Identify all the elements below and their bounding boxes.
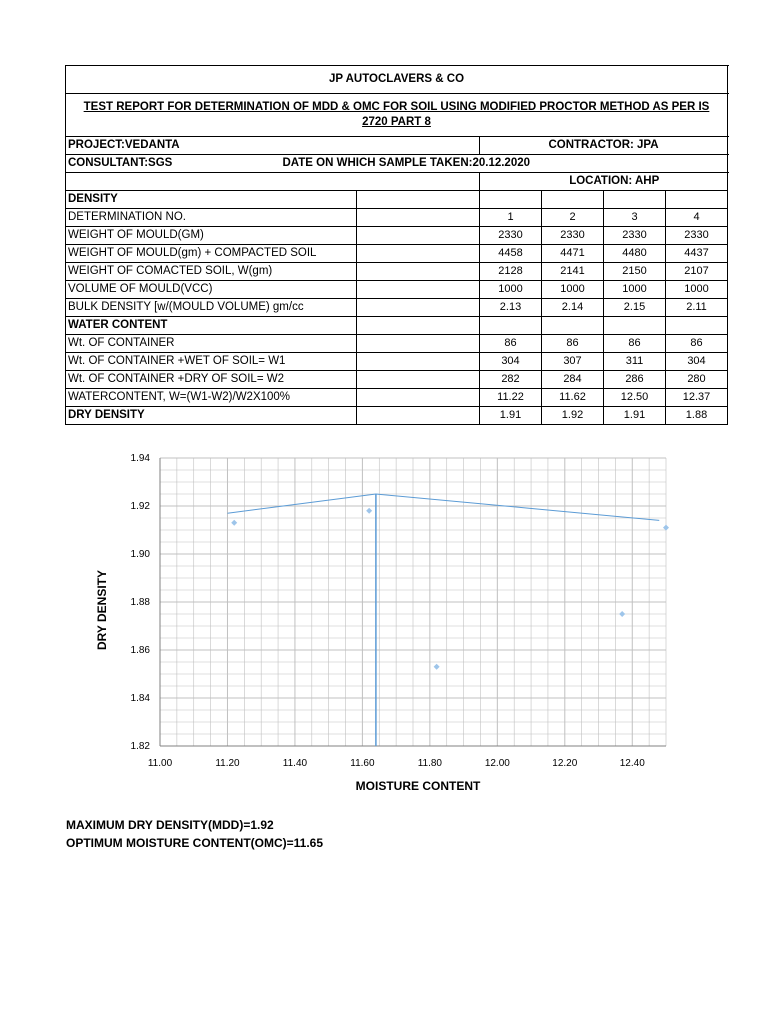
location-label: LOCATION: AHP bbox=[542, 173, 728, 191]
y-axis-label: DRY DENSITY bbox=[95, 569, 109, 651]
row-label: DETERMINATION NO. bbox=[66, 209, 357, 227]
water-content-header: WATER CONTENT bbox=[66, 317, 357, 335]
cell-value: 1.92 bbox=[542, 407, 604, 425]
cell-value: 1000 bbox=[666, 281, 728, 299]
report bbox=[65, 65, 711, 425]
row-label: Wt. OF CONTAINER +WET OF SOIL= W1 bbox=[66, 353, 357, 371]
row-label: WEIGHT OF MOULD(gm) + COMPACTED SOIL bbox=[66, 245, 357, 263]
mdd-result: MAXIMUM DRY DENSITY(MDD)=1.92 bbox=[66, 818, 274, 832]
omc-result: OPTIMUM MOISTURE CONTENT(OMC)=11.65 bbox=[66, 836, 324, 850]
water-row bbox=[66, 353, 728, 371]
density-row bbox=[66, 227, 728, 245]
water-row bbox=[66, 389, 728, 407]
row-label: WATERCONTENT, W=(W1-W2)/W2X100% bbox=[66, 389, 357, 407]
report-table bbox=[65, 65, 728, 425]
y-tick-label: 1.94 bbox=[130, 453, 150, 464]
cell-value: 2.15 bbox=[604, 299, 666, 317]
cell-value: 2141 bbox=[542, 263, 604, 281]
cell-value: 3 bbox=[604, 209, 666, 227]
cell-value: 12.50 bbox=[604, 389, 666, 407]
cell-value: 1.88 bbox=[666, 407, 728, 425]
density-row bbox=[66, 263, 728, 281]
cell-value: 4480 bbox=[604, 245, 666, 263]
cell-value: 4437 bbox=[666, 245, 728, 263]
cell-value: 304 bbox=[666, 353, 728, 371]
data-point-marker bbox=[619, 611, 625, 617]
density-row bbox=[66, 281, 728, 299]
cell-value: 11.22 bbox=[480, 389, 542, 407]
cell-value: 86 bbox=[542, 335, 604, 353]
cell-value: 2107 bbox=[666, 263, 728, 281]
cell-value: 2330 bbox=[542, 227, 604, 245]
cell-value: 12.37 bbox=[666, 389, 728, 407]
y-tick-label: 1.86 bbox=[130, 645, 150, 656]
cell-value: 2330 bbox=[604, 227, 666, 245]
water-row bbox=[66, 371, 728, 389]
cell-value: 2.14 bbox=[542, 299, 604, 317]
y-tick-label: 1.90 bbox=[130, 549, 150, 560]
x-tick-label: 12.20 bbox=[552, 758, 578, 769]
row-label: VOLUME OF MOULD(VCC) bbox=[66, 281, 357, 299]
cell-value: 2.13 bbox=[480, 299, 542, 317]
cell-value: 1000 bbox=[604, 281, 666, 299]
density-row bbox=[66, 245, 728, 263]
y-tick-label: 1.84 bbox=[130, 693, 150, 704]
cell-value: 1000 bbox=[480, 281, 542, 299]
row-label: Wt. OF CONTAINER +DRY OF SOIL= W2 bbox=[66, 371, 357, 389]
y-tick-label: 1.92 bbox=[130, 501, 150, 512]
cell-value: 2128 bbox=[480, 263, 542, 281]
x-axis-label: MOISTURE CONTENT bbox=[355, 779, 481, 793]
x-tick-label: 11.00 bbox=[147, 758, 173, 769]
cell-value: 86 bbox=[480, 335, 542, 353]
x-tick-label: 11.80 bbox=[417, 758, 443, 769]
cell-value: 286 bbox=[604, 371, 666, 389]
report-title: TEST REPORT FOR DETERMINATION OF MDD & OMC FOR SOIL USING MODIFIED PROCTOR METHOD AS PER IS 2720 PART 8 bbox=[66, 94, 728, 137]
chart-ticks bbox=[131, 453, 646, 769]
cell-value: 11.62 bbox=[542, 389, 604, 407]
density-row bbox=[66, 299, 728, 317]
density-row bbox=[66, 209, 728, 227]
cell-value: 86 bbox=[604, 335, 666, 353]
data-point-marker bbox=[663, 525, 669, 531]
x-tick-label: 11.60 bbox=[350, 758, 375, 769]
data-point-marker bbox=[434, 664, 440, 670]
x-tick-label: 12.40 bbox=[619, 758, 645, 769]
project-label: PROJECT:VEDANTA bbox=[66, 137, 480, 155]
cell-value: 2330 bbox=[666, 227, 728, 245]
data-point-marker bbox=[366, 508, 372, 514]
cell-value: 284 bbox=[542, 371, 604, 389]
cell-value: 280 bbox=[666, 371, 728, 389]
result-summary bbox=[66, 816, 323, 852]
cell-value: 86 bbox=[666, 335, 728, 353]
row-label: WEIGHT OF MOULD(GM) bbox=[66, 227, 357, 245]
water-row bbox=[66, 335, 728, 353]
cell-value: 1000 bbox=[542, 281, 604, 299]
x-tick-label: 11.40 bbox=[282, 758, 308, 769]
company-name: JP AUTOCLAVERS & CO bbox=[66, 66, 728, 94]
consultant-label: CONSULTANT:SGS bbox=[66, 155, 357, 173]
y-tick-label: 1.82 bbox=[130, 741, 150, 752]
cell-value: 2.11 bbox=[666, 299, 728, 317]
cell-value: 307 bbox=[542, 353, 604, 371]
cell-value: 282 bbox=[480, 371, 542, 389]
y-tick-label: 1.88 bbox=[130, 597, 150, 608]
cell-value: 2 bbox=[542, 209, 604, 227]
cell-value: 1.91 bbox=[480, 407, 542, 425]
chart-series bbox=[227, 494, 669, 746]
cell-value: 4458 bbox=[480, 245, 542, 263]
cell-value: 4471 bbox=[542, 245, 604, 263]
cell-value: 304 bbox=[480, 353, 542, 371]
cell-value: 2330 bbox=[480, 227, 542, 245]
chart-grid bbox=[160, 458, 666, 746]
fitted-curve-line bbox=[227, 494, 659, 520]
x-tick-label: 12.00 bbox=[484, 758, 510, 769]
compaction-chart bbox=[0, 440, 768, 820]
contractor-label: CONTRACTOR: JPA bbox=[480, 137, 728, 155]
x-tick-label: 11.20 bbox=[215, 758, 240, 769]
cell-value: 1.91 bbox=[604, 407, 666, 425]
data-point-marker bbox=[231, 520, 237, 526]
cell-value: 1 bbox=[480, 209, 542, 227]
cell-value: 4 bbox=[666, 209, 728, 227]
cell-value: 311 bbox=[604, 353, 666, 371]
dry-density-row bbox=[66, 407, 728, 425]
row-label: BULK DENSITY [w/(MOULD VOLUME) gm/cc bbox=[66, 299, 357, 317]
density-header: DENSITY bbox=[66, 191, 357, 209]
sample-date: DATE ON WHICH SAMPLE TAKEN:20.12.2020 bbox=[357, 155, 728, 173]
row-label: DRY DENSITY bbox=[66, 407, 357, 425]
row-label: Wt. OF CONTAINER bbox=[66, 335, 357, 353]
cell-value: 2150 bbox=[604, 263, 666, 281]
row-label: WEIGHT OF COMACTED SOIL, W(gm) bbox=[66, 263, 357, 281]
